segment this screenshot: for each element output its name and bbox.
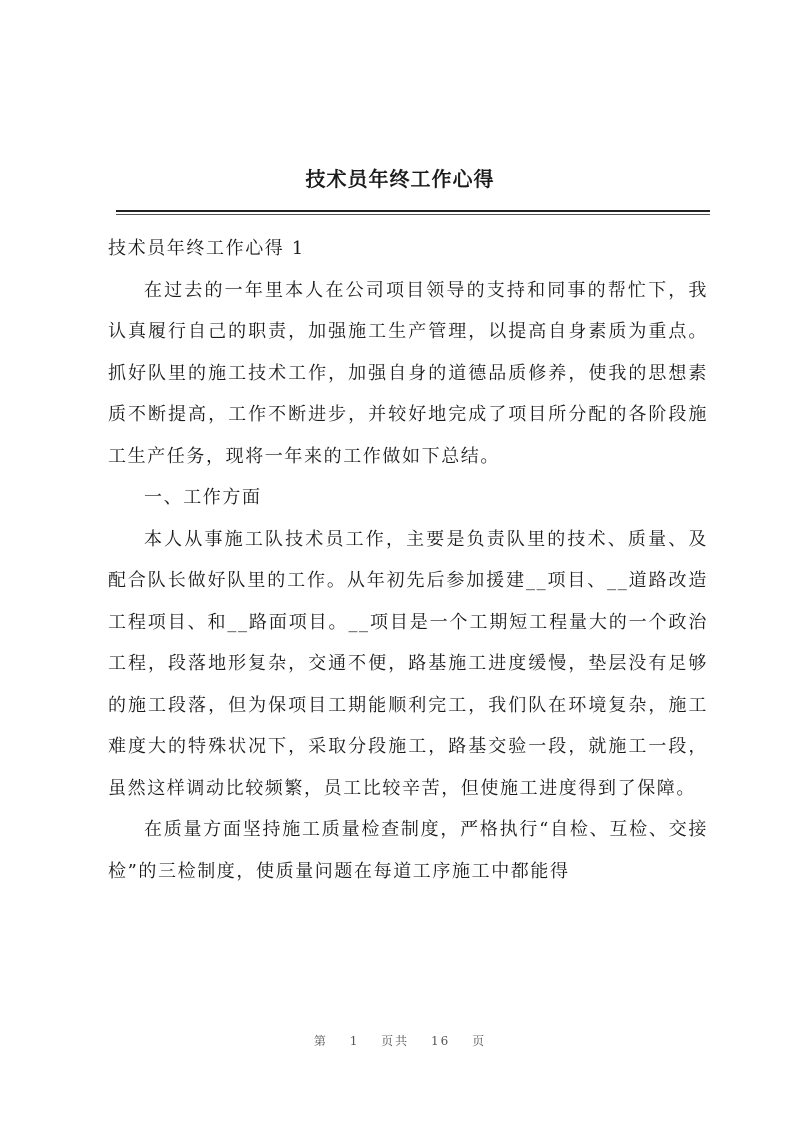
footer-page-current: 1 (349, 1034, 360, 1048)
title-underline-thick (116, 210, 710, 212)
footer-page-total: 16 (431, 1034, 451, 1048)
subheading: 技术员年终工作心得 1 (108, 238, 305, 259)
document-title: 技术员年终工作心得 (305, 167, 495, 191)
title-underline-thin (116, 214, 710, 215)
section-heading-work: 一、工作方面 (144, 487, 262, 508)
footer-suffix: 页 (472, 1034, 487, 1048)
footer-middle: 页共 (381, 1034, 410, 1048)
paragraph-quality: 在质量方面坚持施工质量检查制度，严格执行“自检、互检、交接检”的三检制度，使质量问题在每道工序施工中都能得 (108, 819, 708, 882)
footer-prefix: 第 (313, 1034, 328, 1048)
paragraph-intro: 在过去的一年里本人在公司项目领导的支持和同事的帮忙下，我认真履行自己的职责，加强施工生产管理，以提高自身素质为重点。抓好队里的施工技术工作，加强自身的道德品质修养，使我的思想素质不断提高，工作不断进步，并较好地完成了项目所分配的各阶段施工生产任务，现将一年来的工作做如下总结。 (108, 279, 708, 467)
document-body (108, 228, 708, 892)
page-footer (0, 1032, 800, 1049)
paragraph-work: 本人从事施工队技术员工作，主要是负责队里的技术、质量、及配合队长做好队里的工作。从年初先后参加援建__项目、__道路改造工程项目、和__路面项目。__项目是一个工期短工程量大的一个政治工程，段落地形复杂，交通不便，路基施工进度缓慢，垫层没有足够的施工段落，但为保项目工期能顺利完工，我们队在环境复杂，施工难度大的特殊状况下，采取分段施工，路基交验一段，就施工一段，虽然这样调动比较频繁，员工比较辛苦，但使施工进度得到了保障。 (108, 528, 708, 799)
